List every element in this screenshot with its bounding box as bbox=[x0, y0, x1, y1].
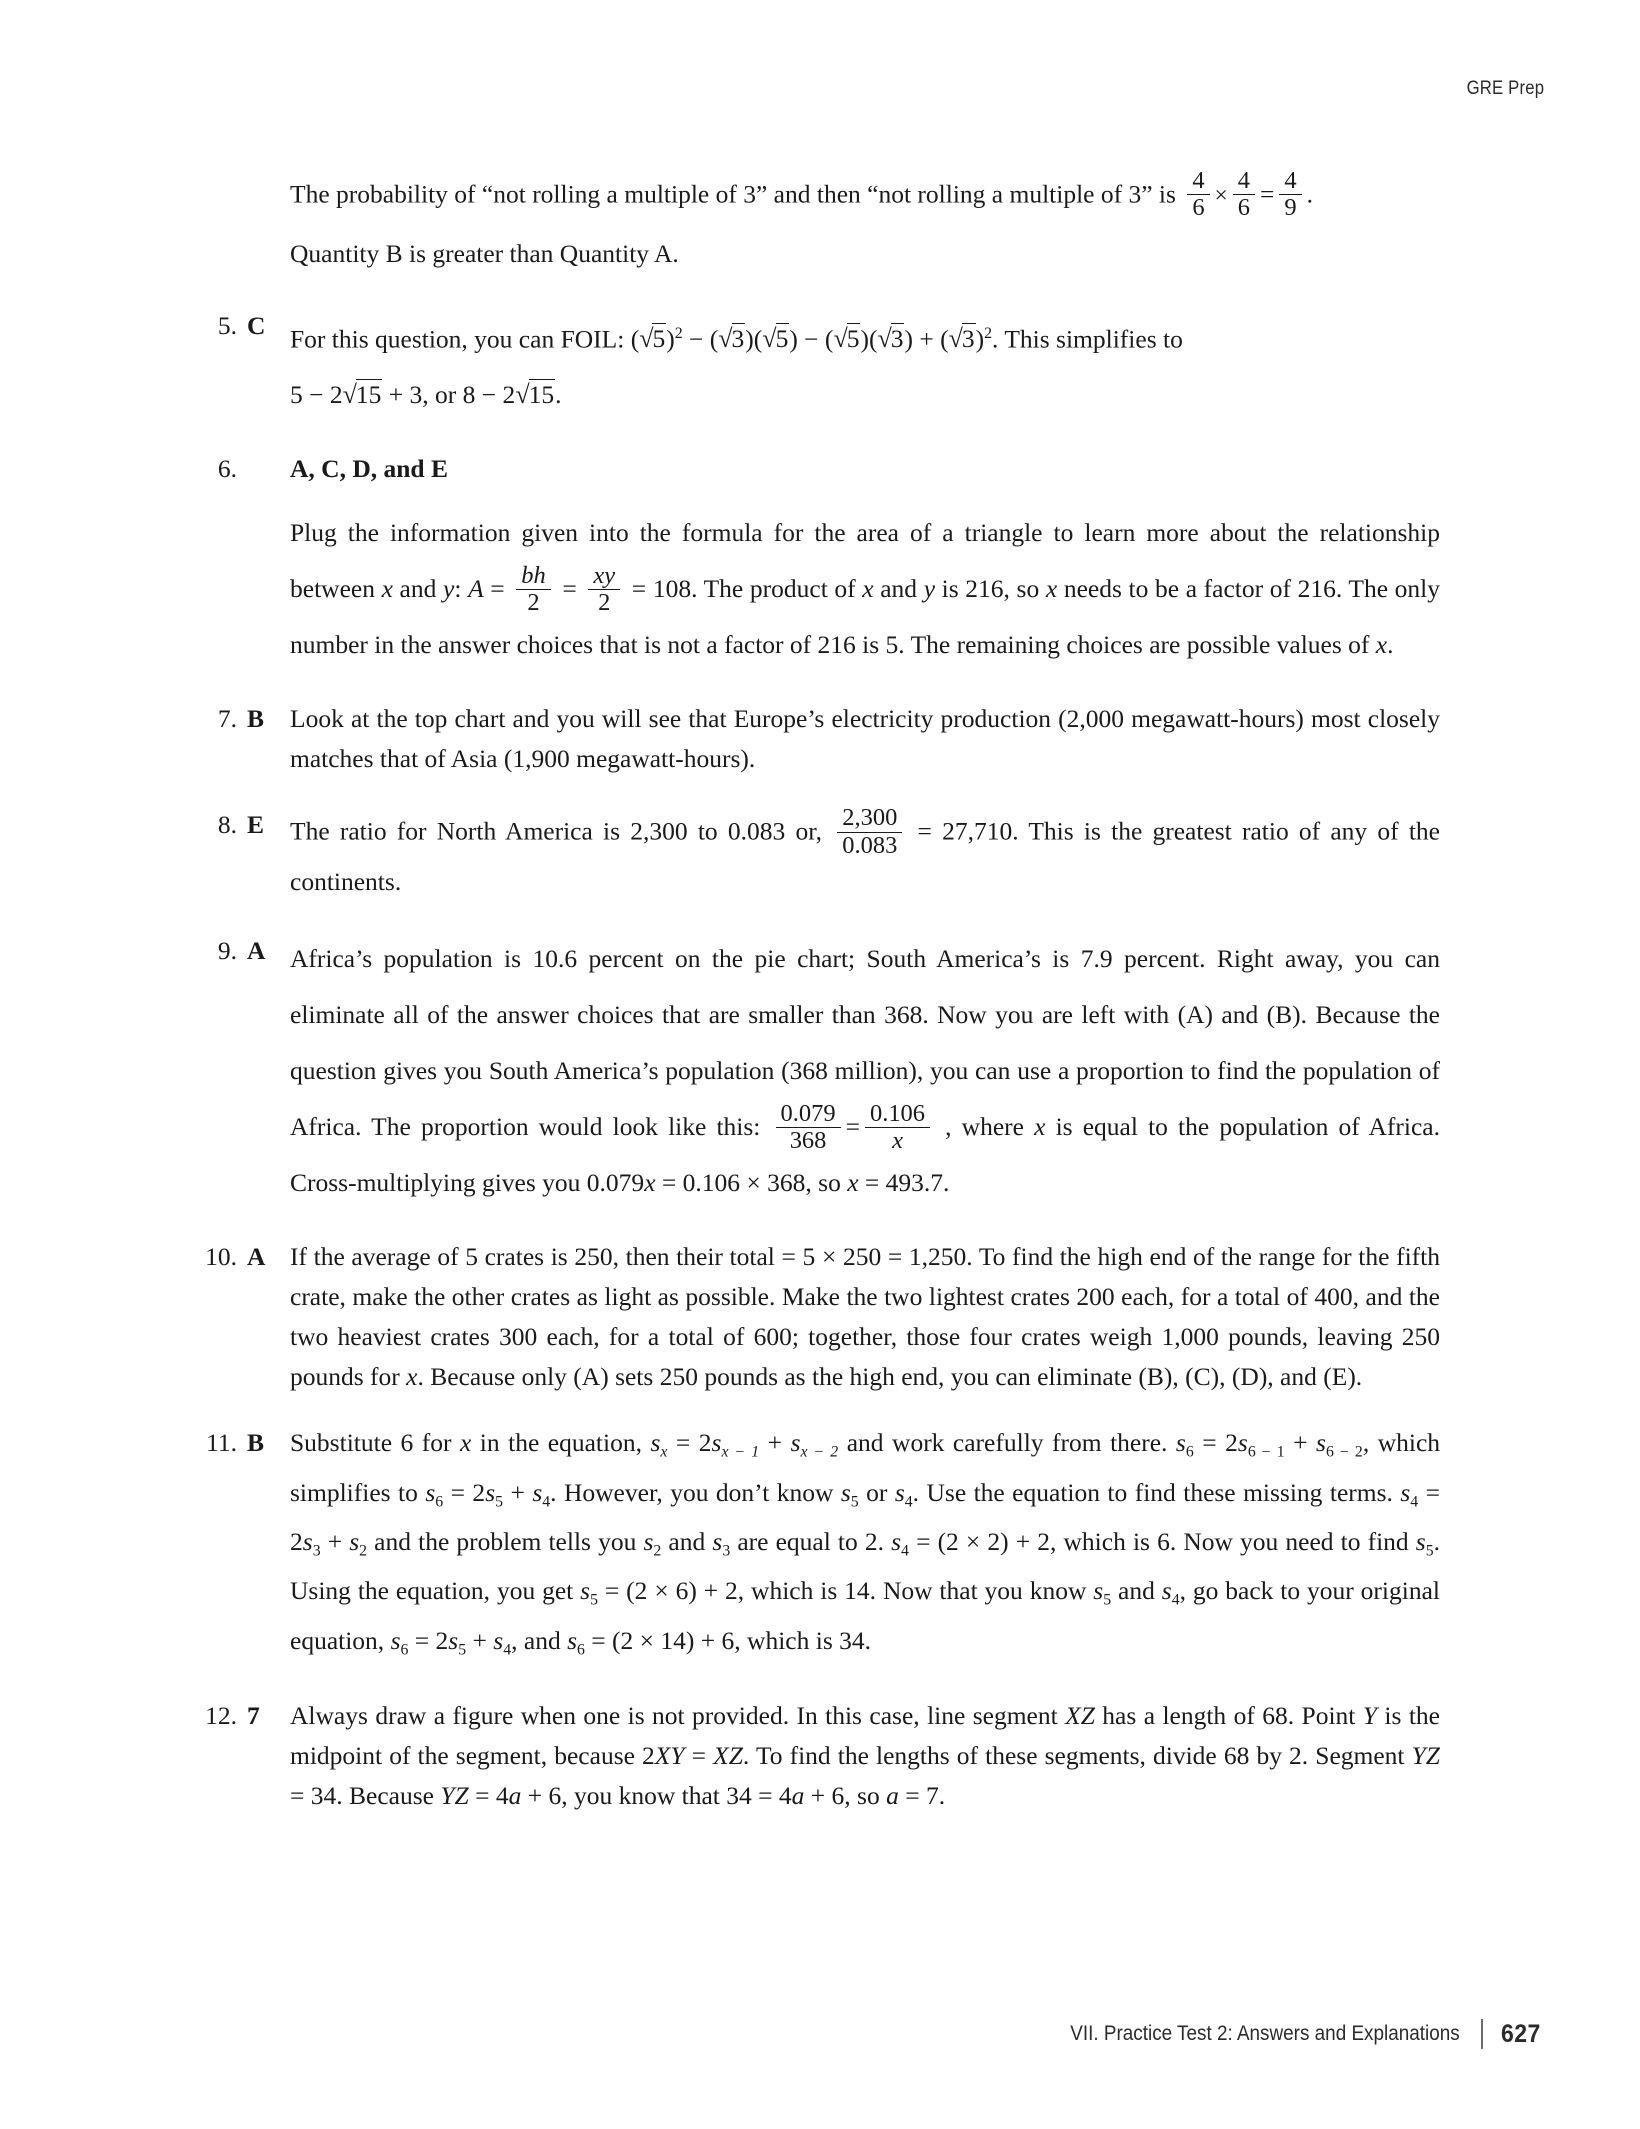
segment-YZ: YZ bbox=[1411, 1741, 1440, 1771]
equals-sign: = bbox=[845, 1112, 860, 1142]
variable-x-3: x bbox=[1045, 574, 1058, 604]
item11-text-i: and bbox=[661, 1527, 713, 1556]
item6-text-g: needs to be a factor of 216. The only number in the answer choices that is not a factor of 216 is 5. The remaining choices are possible values of bbox=[290, 574, 1441, 660]
item-answer: 7 bbox=[247, 1701, 260, 1731]
fraction-0079-over-368 bbox=[776, 1101, 841, 1155]
item6-text-f: is 216, so bbox=[935, 574, 1046, 604]
item6-text-c: : bbox=[454, 574, 469, 604]
variable-x-2: x bbox=[644, 1168, 656, 1198]
numerator: 0.079 bbox=[780, 1099, 836, 1127]
sequence-s: s bbox=[840, 1477, 851, 1507]
segment-XZ-2: XZ bbox=[713, 1741, 743, 1771]
item-number: 9. bbox=[217, 936, 237, 966]
numerator: 0.106 bbox=[869, 1099, 926, 1127]
sequence-s: s bbox=[567, 1625, 578, 1655]
item12-text-b: has a length of 68. Point bbox=[1094, 1701, 1363, 1731]
sequence-s: s bbox=[425, 1477, 436, 1507]
variable-x: x bbox=[381, 574, 393, 604]
subscript-6-minus-1: 6 − 1 bbox=[1247, 1443, 1285, 1461]
subscript-6: 6 bbox=[577, 1641, 585, 1659]
sequence-s: s bbox=[485, 1477, 496, 1507]
variable-x-3: x bbox=[847, 1168, 859, 1198]
sequence-s: s bbox=[711, 1428, 722, 1458]
item11-text-n: and bbox=[1111, 1576, 1162, 1606]
segment-XZ: XZ bbox=[1065, 1701, 1095, 1731]
radicand: 5 bbox=[652, 324, 666, 354]
equals-sign-2: = bbox=[555, 574, 584, 604]
running-head: GRE Prep bbox=[1466, 78, 1544, 99]
subscript-2: 2 bbox=[653, 1542, 662, 1560]
item8-text-b: = 27,710. This is the greatest ratio of any of the continents. bbox=[290, 817, 1440, 897]
numerator: xy bbox=[593, 561, 616, 589]
subscript-x-minus-2: x − 2 bbox=[800, 1443, 839, 1461]
explanation-item-12 bbox=[185, 1696, 1440, 1816]
item-body bbox=[290, 1237, 1440, 1397]
fraction-four-sixths-first bbox=[1187, 168, 1209, 222]
radicand: 5 bbox=[846, 324, 860, 354]
item11-text-m: = (2 × 6) + 2, which is 14. Now that you know bbox=[598, 1576, 1094, 1606]
sqrt-3-c bbox=[949, 311, 976, 367]
radical-sign: √ bbox=[639, 324, 654, 354]
sequence-s: s bbox=[1415, 1527, 1426, 1556]
item8-text-a: The ratio for North America is 2,300 to 0.083 or, bbox=[290, 817, 833, 847]
item6-text-e: and bbox=[873, 574, 924, 604]
sqrt-5-a bbox=[639, 311, 666, 367]
sqrt-5-b bbox=[762, 311, 789, 367]
sqrt-3-a bbox=[718, 311, 745, 367]
denominator: 9 bbox=[1279, 194, 1301, 221]
item11-text-h: and the problem tells you bbox=[367, 1527, 644, 1556]
subscript-6-minus-2: 6 − 2 bbox=[1325, 1443, 1363, 1461]
item-answer: B bbox=[247, 704, 265, 734]
item-number: 5. bbox=[217, 310, 237, 340]
explanation-item-7 bbox=[185, 699, 1440, 779]
denominator: 0.083 bbox=[837, 832, 902, 859]
radicand: 15 bbox=[528, 380, 555, 410]
item11-text-l: . Using the equation, you get bbox=[290, 1527, 1440, 1606]
explanation-item-10 bbox=[185, 1237, 1440, 1397]
item-body bbox=[290, 1696, 1440, 1816]
subscript-3: 3 bbox=[312, 1542, 321, 1560]
sequence-s: s bbox=[390, 1625, 401, 1655]
radical-sign: √ bbox=[515, 380, 530, 410]
subscript-4: 4 bbox=[1410, 1493, 1419, 1510]
item12-text-d: = bbox=[684, 1741, 714, 1771]
item-body: Substitute 6 for x in the equation, $s_x = 2s_{x - 1} + s_{x - 2}$ and work carefully from there. $s_6 = 2s_{6 - 1} + s_{6 - 2}$, which simplifies to $s_6 = 2s_5 + s_4$. However, you don’t know $s_5$ or $s_4$. Use the equation to find these missing terms. $s_4 = 2s_3 + s_2$ and the problem tells you $s_2$ and $s_3$ are equal to 2. $s_4 = (2 \times 2) + 2$, which is 6. Now you need to find $s_5$. Using the equation, you get $s_5 = (2 \times 6) + 2$, which is 14. Now that you know $s_5$ and $s_4$, go back to your original equation, $s_6 = 2s_5 + s_4$, and $s_6 = (2 \times 14) + 6$, which is 34. bbox=[290, 1428, 1441, 1659]
item-answer: C bbox=[247, 310, 266, 340]
radical-sign: √ bbox=[877, 324, 892, 354]
subscript-6: 6 bbox=[435, 1493, 444, 1510]
item-body bbox=[290, 805, 1440, 905]
sequence-s: s bbox=[1175, 1428, 1186, 1458]
item12-text-c: is the midpoint of the segment, because 2 bbox=[290, 1701, 1440, 1771]
item-answer: A, C, D, and E bbox=[290, 454, 448, 484]
item-number: 6. bbox=[217, 454, 237, 484]
item11-text-o: , go back to your original equation, bbox=[290, 1576, 1440, 1655]
item6-text-a: Plug the information given into the formula for the area of a triangle to learn more about the relationship between bbox=[290, 518, 1440, 604]
radical-sign: √ bbox=[948, 324, 963, 354]
numerator: bh bbox=[521, 561, 546, 589]
fraction-0106-over-x bbox=[865, 1101, 930, 1155]
item9-text-c: is equal to the population of Africa. Cross-multiplying gives you 0.079 bbox=[290, 1112, 1440, 1198]
variable-x-4: x bbox=[1375, 630, 1388, 660]
segment-YZ-2: YZ bbox=[440, 1781, 469, 1811]
sequence-s: s bbox=[493, 1625, 504, 1655]
item5-text-c: 5 − 2 bbox=[290, 380, 343, 410]
sequence-s: s bbox=[1093, 1576, 1104, 1606]
page-content bbox=[185, 168, 1440, 1842]
equals-sign: = bbox=[1260, 179, 1275, 209]
radicand: 15 bbox=[355, 380, 382, 410]
subscript-2: 2 bbox=[359, 1542, 368, 1560]
variable-x: x bbox=[459, 1428, 472, 1458]
subscript-3: 3 bbox=[722, 1542, 731, 1560]
subscript-4: 4 bbox=[1171, 1591, 1180, 1609]
exponent: 2 bbox=[984, 324, 993, 342]
denominator: 2 bbox=[588, 589, 620, 616]
denominator: 2 bbox=[516, 589, 550, 616]
item-body bbox=[290, 931, 1440, 1211]
denominator: x bbox=[865, 1127, 930, 1154]
sequence-s: s bbox=[302, 1527, 313, 1556]
fraction-four-ninths bbox=[1279, 168, 1301, 222]
denominator: 6 bbox=[1187, 194, 1209, 221]
radicand: 5 bbox=[775, 324, 789, 354]
sqrt-15-a bbox=[343, 367, 383, 423]
item9-text-d: = 0.106 × 368, so bbox=[655, 1168, 848, 1198]
item-number: 8. bbox=[217, 810, 237, 840]
item-number: 10. bbox=[205, 1242, 237, 1272]
lead-paragraph bbox=[290, 168, 1440, 276]
item-answer: E bbox=[247, 810, 265, 840]
item11-text-p: , and bbox=[511, 1625, 568, 1655]
equals-sign-3: = bbox=[625, 574, 653, 604]
item-answer: A bbox=[247, 1242, 266, 1272]
sequence-s: s bbox=[643, 1527, 654, 1556]
sequence-s: s bbox=[790, 1428, 801, 1458]
sequence-s: s bbox=[1237, 1428, 1248, 1458]
segment-XY: XY bbox=[654, 1741, 685, 1771]
lead-line-2: Quantity B is greater than Quantity A. bbox=[290, 238, 679, 268]
item-number: 11. bbox=[206, 1428, 237, 1458]
sequence-s: s bbox=[580, 1576, 591, 1606]
fraction-2300-over-0083 bbox=[837, 805, 902, 859]
sqrt-3-b bbox=[877, 311, 904, 367]
radicand: 3 bbox=[961, 324, 975, 354]
fraction-bh-over-2 bbox=[516, 563, 550, 617]
item5-text-a: For this question, you can FOIL: bbox=[290, 324, 631, 354]
radical-sign: √ bbox=[833, 324, 848, 354]
sequence-s: s bbox=[1161, 1576, 1172, 1606]
item10-text-b: . Because only (A) sets 250 pounds as the high end, you can eliminate (B), (C), (D), and (E). bbox=[417, 1362, 1363, 1392]
sqrt-15-b bbox=[515, 367, 555, 423]
item11-text-j: are equal to 2. bbox=[730, 1527, 892, 1556]
item-number: 12. bbox=[205, 1701, 237, 1731]
variable-x-2: x bbox=[862, 574, 874, 604]
sequence-s: s bbox=[1316, 1428, 1326, 1458]
item12-text-i: + 6, so bbox=[804, 1781, 887, 1811]
footer-page-number: 627 bbox=[1500, 2019, 1541, 2048]
item6-text-h: . bbox=[1387, 630, 1394, 660]
item12-text-a: Always draw a figure when one is not provided. In this case, line segment bbox=[290, 1701, 1066, 1731]
subscript-6: 6 bbox=[400, 1641, 409, 1659]
variable-x: x bbox=[406, 1362, 418, 1392]
item6-text-b: and bbox=[392, 574, 444, 604]
explanation-item-6 bbox=[185, 449, 1440, 673]
numerator: 2,300 bbox=[842, 804, 898, 832]
variable-y: y bbox=[443, 574, 455, 604]
sequence-s: s bbox=[448, 1625, 459, 1655]
exponent: 2 bbox=[674, 324, 683, 342]
item11-text-g: . Use the equation to find these missing terms. bbox=[912, 1477, 1401, 1507]
variable-y-2: y bbox=[923, 574, 936, 604]
item5-text-b: . This simplifies to bbox=[992, 324, 1183, 354]
item11-text-k: = (2 × 2) + 2, which is 6. Now you need to find bbox=[908, 1527, 1416, 1556]
lead-text-pre: The probability of “not rolling a multiple of 3” and then “not rolling a multiple of 3” is bbox=[290, 179, 1183, 209]
subscript-5: 5 bbox=[590, 1591, 598, 1609]
item11-text-d: , which simplifies to bbox=[290, 1428, 1441, 1507]
numerator: 4 bbox=[1284, 167, 1297, 194]
item12-text-g: = 4 bbox=[468, 1781, 509, 1811]
subscript-6: 6 bbox=[1185, 1443, 1194, 1461]
item11-text-c: and work carefully from there. bbox=[838, 1428, 1176, 1458]
item-number: 7. bbox=[217, 704, 237, 734]
sequence-s: s bbox=[650, 1428, 661, 1458]
item10-text-a: If the average of 5 crates is 250, then their total = 5 × 250 = 1,250. To find the high end of the range for the fifth crate, make the other crates as light as possible. Make the two lightest crates 200 each, for a total of 400, and the two heaviest crates 300 each, for a total of 600; together, those four crates weigh 1,000 pounds, leaving 250 pounds for bbox=[290, 1242, 1440, 1392]
lead-line-1 bbox=[290, 168, 1440, 222]
item12-text-f: = 34. Because bbox=[290, 1781, 441, 1811]
subscript-4: 4 bbox=[904, 1493, 913, 1510]
item-body bbox=[290, 505, 1440, 673]
sequence-s: s bbox=[894, 1477, 905, 1507]
item12-text-e: . To find the lengths of these segments, divide 68 by 2. Segment bbox=[742, 1741, 1412, 1771]
item12-text-h: + 6, you know that 34 = 4 bbox=[521, 1781, 792, 1811]
subscript-5: 5 bbox=[458, 1641, 467, 1659]
item12-text-j: = 7. bbox=[898, 1781, 946, 1811]
multiplication-sign: × bbox=[1214, 182, 1228, 209]
item11-text-f: or bbox=[858, 1477, 895, 1507]
item6-text-d: . The product of bbox=[691, 574, 863, 604]
variable-a-3: a bbox=[886, 1781, 899, 1811]
item9-text-a: Africa’s population is 10.6 percent on the pie chart; South America’s is 7.9 percent. Right away, you can eliminate all of the answer choices that are smaller than 368. Now you are left with (A) and (B). Because the question gives you South America’s population (368 million), you can use a proportion to find the population of Africa. The proportion would look like this: bbox=[290, 944, 1440, 1142]
item-body: Look at the top chart and you will see that Europe’s electricity production (2,000 megawatt-hours) most closely matches that of Asia (1,900 megawatt-hours). bbox=[290, 704, 1440, 774]
variable-a: a bbox=[508, 1781, 522, 1811]
radical-sign: √ bbox=[718, 324, 733, 354]
subscript-x-minus-1: x − 1 bbox=[721, 1443, 760, 1461]
subscript-5: 5 bbox=[495, 1493, 504, 1510]
radicand: 3 bbox=[731, 324, 745, 354]
variable-x: x bbox=[1034, 1112, 1046, 1142]
explanation-item-11 bbox=[185, 1423, 1440, 1670]
footer-divider bbox=[1481, 2019, 1483, 2049]
item-answer: B bbox=[247, 1428, 265, 1458]
variable-A: A bbox=[468, 574, 484, 604]
subscript-x: x bbox=[660, 1443, 668, 1461]
denominator: 368 bbox=[776, 1127, 841, 1154]
radical-sign: √ bbox=[762, 324, 777, 354]
subscript-4: 4 bbox=[542, 1493, 551, 1510]
fraction-xy-over-2 bbox=[588, 563, 620, 617]
variable-a-2: a bbox=[791, 1781, 805, 1811]
sequence-s: s bbox=[532, 1477, 543, 1507]
sequence-s: s bbox=[349, 1527, 360, 1556]
sqrt-5-c bbox=[833, 311, 860, 367]
explanation-item-5 bbox=[185, 306, 1440, 424]
equals-sign: = bbox=[483, 574, 512, 604]
item11-text-q: = (2 × 14) + 6, which is 34. bbox=[584, 1625, 871, 1655]
radical-sign: √ bbox=[342, 380, 357, 410]
explanation-item-8 bbox=[185, 805, 1440, 905]
radicand: 3 bbox=[890, 324, 904, 354]
footer-section-label: VII. Practice Test 2: Answers and Explanations bbox=[1069, 2022, 1460, 2045]
explanation-item-9 bbox=[185, 931, 1440, 1211]
item11-text-e: . However, you don’t know bbox=[550, 1477, 841, 1507]
sequence-s: s bbox=[712, 1527, 723, 1556]
subscript-5: 5 bbox=[850, 1493, 859, 1510]
sequence-s: s bbox=[891, 1527, 902, 1556]
subscript-4: 4 bbox=[901, 1542, 909, 1560]
item5-text-d: + 3, or 8 − 2 bbox=[382, 380, 516, 410]
item9-text-b: , where bbox=[935, 1112, 1035, 1142]
subscript-5: 5 bbox=[1103, 1591, 1112, 1609]
numerator: 4 bbox=[1192, 167, 1205, 194]
value-108: 108 bbox=[652, 574, 692, 604]
item11-text-a: Substitute 6 for bbox=[290, 1428, 460, 1458]
item9-text-e: = 493.7. bbox=[858, 1168, 950, 1198]
item-body: For this question, you can FOIL: $(√5)^2 - (√3)(√5) - (√5)(√3) + (√3)^2$. This simplifies to 5 − 2√15 + 3, or 8 − 2√15. bbox=[290, 306, 1440, 424]
denominator: 6 bbox=[1233, 194, 1255, 221]
item-answer: A bbox=[247, 936, 266, 966]
lead-text-post: . bbox=[1306, 179, 1314, 209]
numerator: 4 bbox=[1237, 167, 1251, 194]
item5-text-e: . bbox=[555, 380, 562, 410]
page-footer bbox=[1027, 2019, 1545, 2049]
subscript-4: 4 bbox=[503, 1641, 512, 1659]
point-Y: Y bbox=[1362, 1701, 1377, 1731]
item11-text-b: in the equation, bbox=[471, 1428, 651, 1458]
fraction-four-sixths-second bbox=[1233, 168, 1255, 222]
subscript-5: 5 bbox=[1425, 1542, 1434, 1560]
sequence-s: s bbox=[1400, 1477, 1411, 1507]
